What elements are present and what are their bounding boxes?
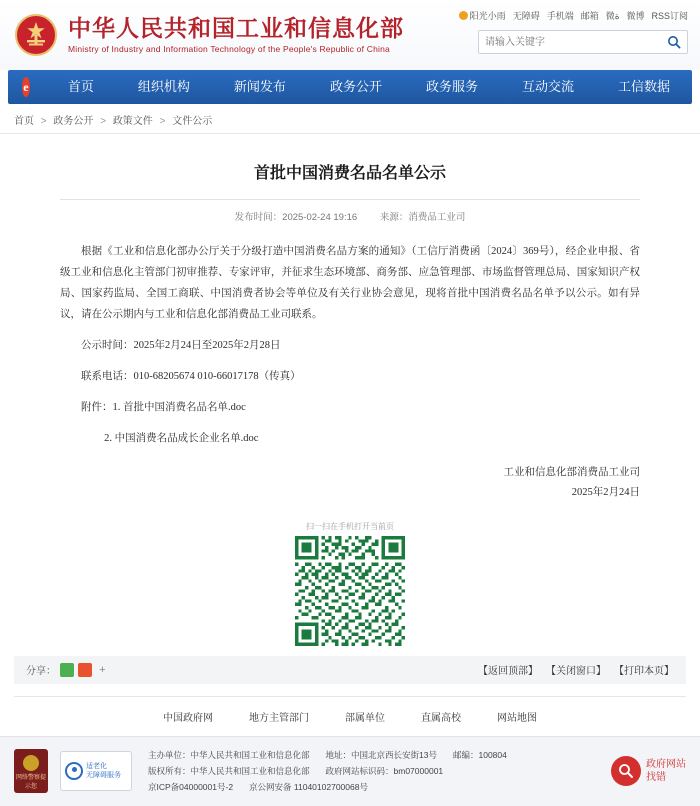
- footer-police-record[interactable]: 京公网安备 11040102700068号: [249, 782, 368, 793]
- footer-info-row: [148, 747, 599, 763]
- breadcrumb-item-home[interactable]: 首页: [14, 116, 34, 127]
- breadcrumb-separator: >: [40, 116, 47, 127]
- back-to-top-button[interactable]: 【返回顶部】: [478, 666, 538, 678]
- footer-links: [14, 696, 686, 736]
- top-links: [469, 8, 688, 22]
- top-link-wechat[interactable]: 微ة: [605, 10, 620, 21]
- footer-host: 主办单位：中华人民共和国工业和信息化部: [148, 750, 310, 761]
- nav-item-home[interactable]: 首页: [67, 79, 94, 94]
- breadcrumb: [0, 104, 700, 134]
- site-title-block: [68, 16, 404, 54]
- more-share-icon[interactable]: +: [99, 663, 106, 676]
- footer-info: [144, 747, 599, 795]
- article-paragraph: 根据《工业和信息化部办公厅关于分级打造中国消费名品方案的通知》（工信厅消费函〔2024〕369号），经企业申报、省级工业和信息化主管部门初审推荐、专家评审，并征求生态环境部、商务部、应急管理部、市场监督管理总局、国家知识产权局、国家药监局、全国工商联、中国消费者协会等单位及有关行业协会意见，现将首批中国消费名品名单予以公示。如有异议，请在公示期内与工业和信息化部消费品工业司联系。: [60, 246, 640, 320]
- breadcrumb-item-notice[interactable]: 文件公示: [172, 116, 213, 127]
- attachment-item-1[interactable]: 1. 首批中国消费名品名单.doc: [112, 402, 246, 413]
- article-contact-phone: 联系电话：010-68205674 010-66017178（传真）: [81, 371, 301, 382]
- footer-info-row: [148, 763, 599, 779]
- gov-report-label: 政府网站 找错: [646, 759, 686, 784]
- footer-link-units[interactable]: 部属单位: [345, 712, 385, 724]
- nav-item-services[interactable]: 政务服务: [425, 79, 478, 94]
- qr-block: [290, 521, 410, 646]
- gov-report-badge[interactable]: [611, 756, 686, 786]
- footer-zipcode: 邮编：100804: [452, 750, 507, 761]
- gov-report-icon: [611, 756, 641, 786]
- police-emblem-icon: [23, 755, 39, 771]
- weibo-icon[interactable]: [78, 663, 92, 677]
- wechat-icon[interactable]: [60, 663, 74, 677]
- search-input[interactable]: [479, 31, 661, 53]
- breadcrumb-separator: >: [159, 116, 166, 127]
- police-badge-label: 网络警察提示您: [15, 775, 46, 791]
- top-link-mobile[interactable]: 手机端: [546, 10, 574, 21]
- signature-date: 2025年2月24日: [571, 486, 640, 498]
- footer-copyright: 版权所有：中华人民共和国工业和信息化部: [148, 766, 310, 777]
- site-header: [0, 0, 700, 70]
- top-link-rss[interactable]: RSS订阅: [651, 10, 688, 21]
- nav-item-data[interactable]: 工信数据: [617, 79, 670, 94]
- breadcrumb-item-policy[interactable]: 政策文件: [112, 116, 153, 127]
- accessibility-badge[interactable]: [60, 751, 132, 791]
- share-actions: [478, 662, 674, 677]
- wheelchair-icon: [65, 762, 83, 780]
- qr-code-icon: [295, 536, 405, 646]
- signature-org: 工业和信息化部消费品工业司: [503, 467, 640, 478]
- footer-link-gov[interactable]: 中国政府网: [163, 712, 213, 724]
- police-badge-icon[interactable]: [14, 749, 48, 793]
- breadcrumb-item-openness[interactable]: 政务公开: [53, 116, 94, 127]
- accessibility-label: 适老化 无障碍服务: [86, 763, 121, 780]
- attachment-label: 附件：1. 首批中国消费名品名单.doc: [81, 402, 246, 413]
- national-emblem-icon: [14, 13, 58, 57]
- close-window-button[interactable]: 【关闭窗口】: [546, 666, 606, 678]
- top-link-mail[interactable]: 邮箱: [580, 10, 599, 21]
- search-box[interactable]: [478, 30, 688, 54]
- print-page-button[interactable]: 【打印本页】: [614, 666, 674, 678]
- article: [0, 134, 700, 503]
- share-bar: [14, 656, 686, 684]
- qr-caption: 扫一扫在手机打开当前页: [306, 521, 394, 531]
- header-utility-area: [469, 8, 688, 54]
- top-link-weibo[interactable]: 微博: [626, 10, 645, 21]
- nav-item-openness[interactable]: 政务公开: [329, 79, 382, 94]
- footer-link-universities[interactable]: 直属高校: [421, 712, 461, 724]
- share-icon-group: [60, 663, 105, 677]
- footer-link-local[interactable]: 地方主管部门: [249, 712, 309, 724]
- breadcrumb-separator: >: [100, 116, 107, 127]
- article-body: [60, 241, 640, 503]
- article-source: 来源：消费品工业司: [379, 212, 466, 223]
- footer-icp[interactable]: 京ICP备04000001号-2: [148, 782, 234, 793]
- share-label: 分享：: [26, 666, 56, 678]
- attachment-item-2[interactable]: 2. 中国消费名品成长企业名单.doc: [104, 433, 259, 444]
- site-title-en: Ministry of Industry and Information Technology of the People's Republic of China: [68, 44, 390, 55]
- sun-icon: [459, 11, 468, 20]
- nav-logo-icon[interactable]: e: [22, 77, 30, 97]
- top-link-accessibility[interactable]: 无障碍: [512, 10, 540, 21]
- search-icon[interactable]: [661, 31, 687, 53]
- nav-item-interaction[interactable]: 互动交流: [521, 79, 574, 94]
- page-title: 首批中国消费名品名单公示: [253, 165, 446, 182]
- site-title-cn: 中华人民共和国工业和信息化部: [68, 15, 404, 41]
- site-footer: [0, 736, 700, 806]
- nav-item-news[interactable]: 新闻发布: [233, 79, 286, 94]
- main-nav: [8, 70, 692, 104]
- article-meta: [60, 199, 640, 223]
- footer-info-row: [148, 779, 599, 795]
- footer-site-code: 政府网站标识码：bm07000001: [325, 766, 444, 777]
- article-signature: [60, 463, 640, 503]
- footer-link-sitemap[interactable]: 网站地图: [497, 712, 537, 724]
- footer-address: 地址：中国北京西长安街13号: [325, 750, 437, 761]
- nav-item-organization[interactable]: 组织机构: [137, 79, 190, 94]
- publish-time: 发布时间：2025-02-24 19:16: [234, 212, 358, 223]
- top-link-weather[interactable]: 阳光小雨: [459, 9, 506, 22]
- article-notice-period: 公示时间：2025年2月24日至2025年2月28日: [81, 340, 281, 351]
